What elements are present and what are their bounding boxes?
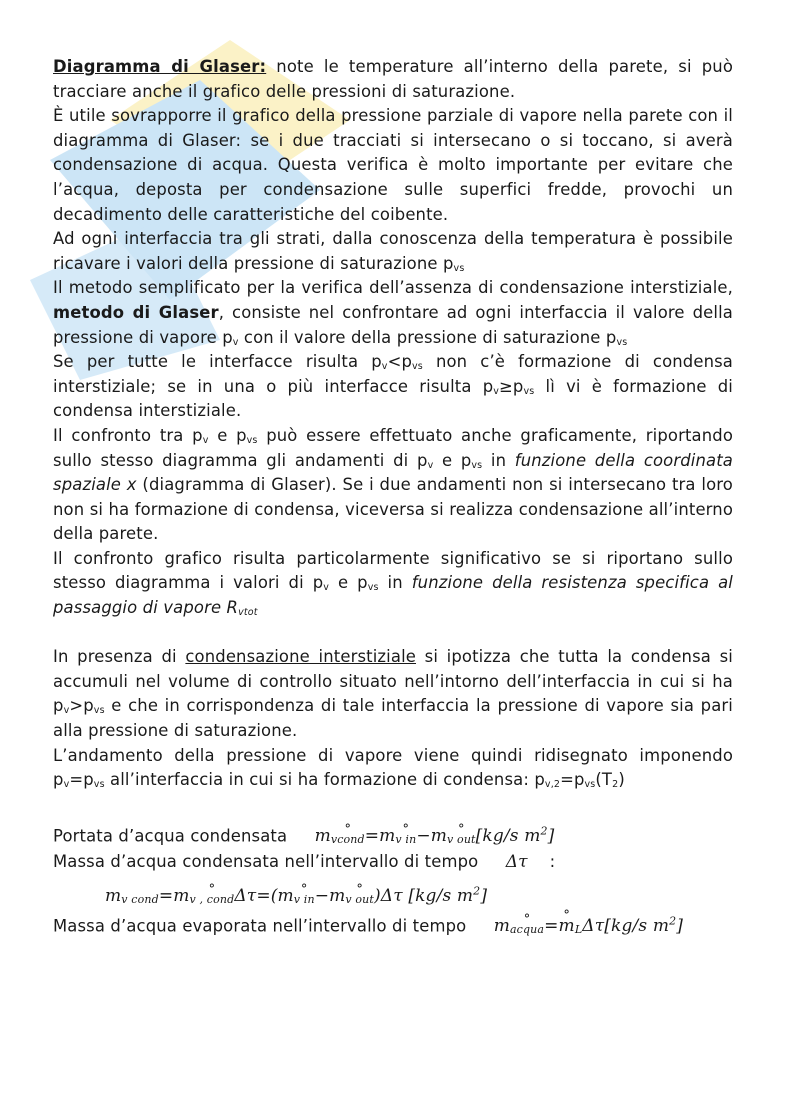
glaser-method-term: metodo di Glaser bbox=[53, 302, 219, 322]
paragraph-method: Il metodo semplificato per la verifica dell’assenza di condensazione interstiziale, metodo di Glaser, consiste nel confrontare ad ogni interfaccia il valore della pressione di vapore $p_v$ con il valore della pressione di saturazione $p_{vs}$ bbox=[53, 278, 733, 348]
interstitial-term: condensazione interstiziale bbox=[185, 647, 417, 667]
paragraph-graphic-comparison: Il confronto tra $p_v$ e $p_{vs}$ può essere effettuato anche graficamente, riportando sullo stesso diagramma gli andamenti di $p_v$ e $p_{vs}$ in funzione della coordinata spaziale x (diagramma di Glaser). Se i due andamenti non si intersecano tra loro non si ha formazione di condensa, viceversa si realizza condensazione all’interno della parete. bbox=[53, 425, 734, 544]
paragraph-overlay: È utile sovrapporre il grafico della pressione parziale di vapore nella parete con il diagramma di Glaser: se i due tracciati si intersecano o si toccano, si averà condensazione di acqua. Questa verifica è molto importante per evitare che l’acqua, deposta per condensazione sulle superfici fredde, provochi un decadimento delle caratteristiche del coibente. bbox=[53, 106, 733, 224]
paragraph-condition: Se per tutte le interfacce risulta $p_v<p_{vs}$ non c’è formazione di condensa interstiziale; se in una o più interfacce risulta $p_v\ge p_{vs}$ lì vi è formazione di condensa interstiziale. bbox=[53, 352, 734, 421]
formula-condensed-flow: Portata d’acqua condensata $m_{vcond}=m_{v in}-m_{v out}[kg/s$ $m^2$] bbox=[53, 824, 555, 847]
paragraph-interstitial: In presenza di condensazione interstiziale si ipotizza che tutta la condensa si accumuli nel volume di controllo situato nell’intorno dell’interfaccia in cui si ha $p_v>p_{vs}$ e che in corrispondenza di tale interfaccia la pressione di vapore sia pari alla pressione di saturazione. bbox=[53, 647, 733, 741]
glaser-title: Diagramma di Glaser: bbox=[53, 57, 267, 76]
formula-condensed-mass-label: Massa d’acqua condensata nell’intervallo di tempo Δτ : bbox=[53, 851, 556, 872]
paragraph-redraw: L’andamento della pressione di vapore viene quindi ridisegnato imponendo $p_v=p_{vs}$ all’interfaccia in cui si ha formazione di condensa: $p_{v,2}=p_{vs}(T_2)$ bbox=[53, 745, 733, 791]
paragraph-resistance: Il confronto grafico risulta particolarmente significativo se si riportano sullo stesso diagramma i valori di $p_v$ e $p_{vs}$ in funzione della resistenza specifica al passaggio di vapore $R_{vtot}$ bbox=[53, 548, 733, 619]
paragraph-interfaces: Ad ogni interfaccia tra gli strati, dalla conoscenza della temperatura è possibile ricavare i valori della pressione di saturazione $p_{vs}$ bbox=[53, 229, 733, 274]
document-body bbox=[53, 55, 733, 937]
formula-condensed-mass: $m_{v cond}=m_{v , cond}\Delta\tau=(m_{v in}-m_{v out})\Delta\tau$ [kg/s $m^2$] bbox=[105, 884, 488, 907]
paragraph-glaser-intro: Diagramma di Glaser: note le temperature all’interno della parete, si può tracciare anche il grafico delle pressioni di saturazione. bbox=[53, 57, 733, 101]
formula-evaporated-mass: Massa d’acqua evaporata nell’intervallo di tempo $m_{acqua}=^\circ$ $m_L\Delta\tau[kg/s$ $m^2$] bbox=[53, 907, 733, 937]
